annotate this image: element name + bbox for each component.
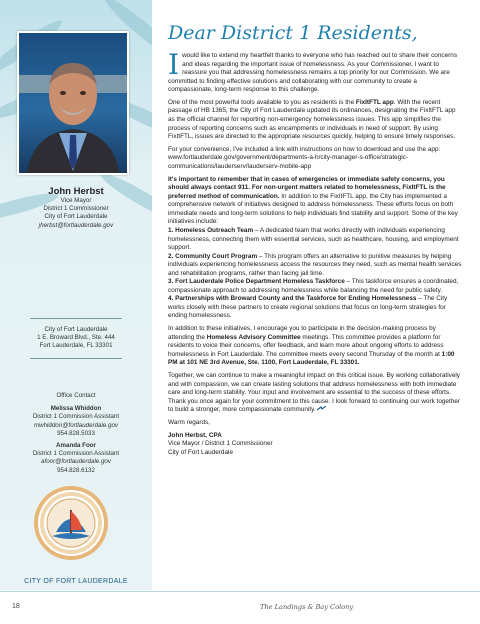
city-seal-icon [34,486,108,560]
initiative-label: 1. Homeless Outreach Team [168,226,254,234]
contact-role: District 1 Commission Assistant [32,413,120,421]
signature-title: Vice Mayor / District 1 Commissioner [168,440,273,448]
drop-cap: I [168,48,180,81]
paragraph-text: In addition to the FixItFTL app, the City has implemented a comprehensive network of initiatives designed to address homelessness. These efforts focus on both immediate needs and long-term solutions to help individuals find stability and support. Some of the key initiatives include: [168,192,458,226]
contact-email[interactable]: afoor@fortlauderdale.gov [41,458,111,466]
initiative-label: 3. Fort Lauderdale Police Department Homeless Taskforce [168,278,345,286]
initiative-label: 2. Community Court Program [168,252,258,260]
app-name: FixItFTL app [355,98,394,106]
paragraph [168,48,462,95]
commissioner-title: District 1 Commissioner [43,205,109,213]
signature-name: John Herbst, CPA [168,431,222,439]
initiative-text: – This program offers an alternative to punitive measures by helping individuals experiencing homelessness access the resources they need, such as mental health services and rehabilitation programs, rather than facing jail time. [168,252,462,277]
initiative-label: 4. Partnerships with Broward County and the Taskforce for Ending Homelessness [168,295,417,303]
initiative-item [168,278,462,295]
meeting-details: 1:00 PM at 101 NE 3rd Avenue, Ste. 1100, Fort Lauderdale, FL 33301. [168,350,455,367]
address-line: City of Fort Lauderdale [44,326,108,333]
office-contact-label: Office Contact [56,392,96,399]
initiative-item [168,253,462,279]
publication-name: The Landings & Bay Colony [260,603,354,611]
initiative-text: – The City works closely with these partners to create regional solutions that focus on long-term strategies for ending homelessness. [168,295,448,320]
city-name-label: CITY OF FORT LAUDERDALE [24,578,128,585]
letter-heading: Dear District 1 Residents, [168,22,418,44]
paragraph-text: meetings. This committee provides a platform for residents to voice their concerns, offer feedback, and learn more about ongoing efforts to address homelessness in Fort Lauderdale. The committee meets every second Thursday of the month at [168,333,444,358]
paragraph [168,176,462,227]
portrait-photo [17,31,129,175]
city-seal-logo [34,486,108,560]
paragraph [168,325,462,368]
paragraph-text: would like to extend my heartfelt thanks to everyone who has reached out to share their concerns and ideas regarding the important issue of homelessness. As your Commissioner, I want to reassure you that addressing homelessness remains a top priority for our Commission. We are committed to finding effective solutions and collaborating with our community to create a compassionate, long-term response to this challenge. [168,52,458,94]
office-contacts [0,392,152,475]
commissioner-info [0,186,152,230]
initiative-item [168,227,462,253]
paragraph-text: One of the most powerful tools available to you as residents is the [168,98,356,106]
contact-role: District 1 Commission Assistant [32,450,120,458]
address-line: Fort Lauderdale, FL 33301 [39,342,113,350]
paragraph-text: . With the recent passage of HB 1365, the City of Fort Lauderdale updated its ordinances, designating the FixItFTL app as the official channel for reporting non-emergency homelessness issues. This app simplifies the process of reporting concerns such as encampments or individuals in need of support. By using FixItFTL, issues are directed to the appropriate resources quickly, helping to ensure timely responses. [168,98,456,141]
closing: Warm regards, [168,419,211,426]
committee-name: Homeless Advisory Committee [206,333,301,341]
sidebar-divider [30,318,122,319]
portrait-illustration [19,33,127,173]
sidebar [0,0,152,590]
commissioner-name: John Herbst [48,186,104,197]
contact-phone: 954.828.5033 [57,429,95,437]
paragraph [168,372,462,415]
paragraph [168,146,462,172]
paragraph [168,99,462,142]
app-link-text[interactable]: For your convenience, I've included a link with instructions on how to download and use the app: www.fortlauderdale.gov/government/departments-a-h/city-manager-s-office/strategic-communications/lauderserv/lauderserv-mobile-app [168,145,441,170]
letter-body [168,48,462,457]
city-address [0,326,152,351]
commissioner-email[interactable]: jherbst@fortlauderdale.gov [38,221,114,229]
emphasis-text: It's important to remember that in cases of emergencies or immediate safety concerns, you should always contact 911. For non-urgent matters related to homelessness, FixItFTL is the preferred method of communication. [168,175,446,200]
commissioner-title: City of Fort Lauderdale [44,213,108,221]
paragraph-text: Together, we can continue to make a meaningful impact on this critical issue. By working collaboratively and with compassion, we can create lasting solutions that address homelessness with both immediate care and long-term stability. Your input and involvement are essential to the success of these efforts. Thank you once again for your commitment to this cause. I look forward to continuing our work together to build a stronger, more compassionate community. [168,372,460,414]
end-mark-icon [317,406,326,411]
initiative-item [168,295,462,321]
sidebar-divider [30,358,122,359]
address-line: 1 E. Broward Blvd., Ste. 444 [37,334,115,342]
initiative-text: – This taskforce ensures a coordinated, compassionate approach to addressing homelessness while balancing the need for public safety. [168,278,459,294]
contact-email[interactable]: mwhiddon@fortlauderdale.gov [33,421,119,429]
paragraph-text: In addition to these initiatives, I encourage you to participate in the decision-making process by attending the [168,325,436,341]
contact-phone: 954.828.6132 [57,466,95,474]
commissioner-title: Vice Mayor [60,197,92,204]
contact-name: Melissa Whiddon [50,405,102,413]
page-number: 18 [12,603,20,610]
footer-divider [0,591,480,592]
signature-city: City of Fort Lauderdale [168,448,234,456]
initiative-text: – A dedicated team that works directly with individuals experiencing homelessness, connecting them with essential services, such as healthcare, housing, and employment support. [168,226,459,252]
contact-name: Amanda Foor [56,442,96,450]
